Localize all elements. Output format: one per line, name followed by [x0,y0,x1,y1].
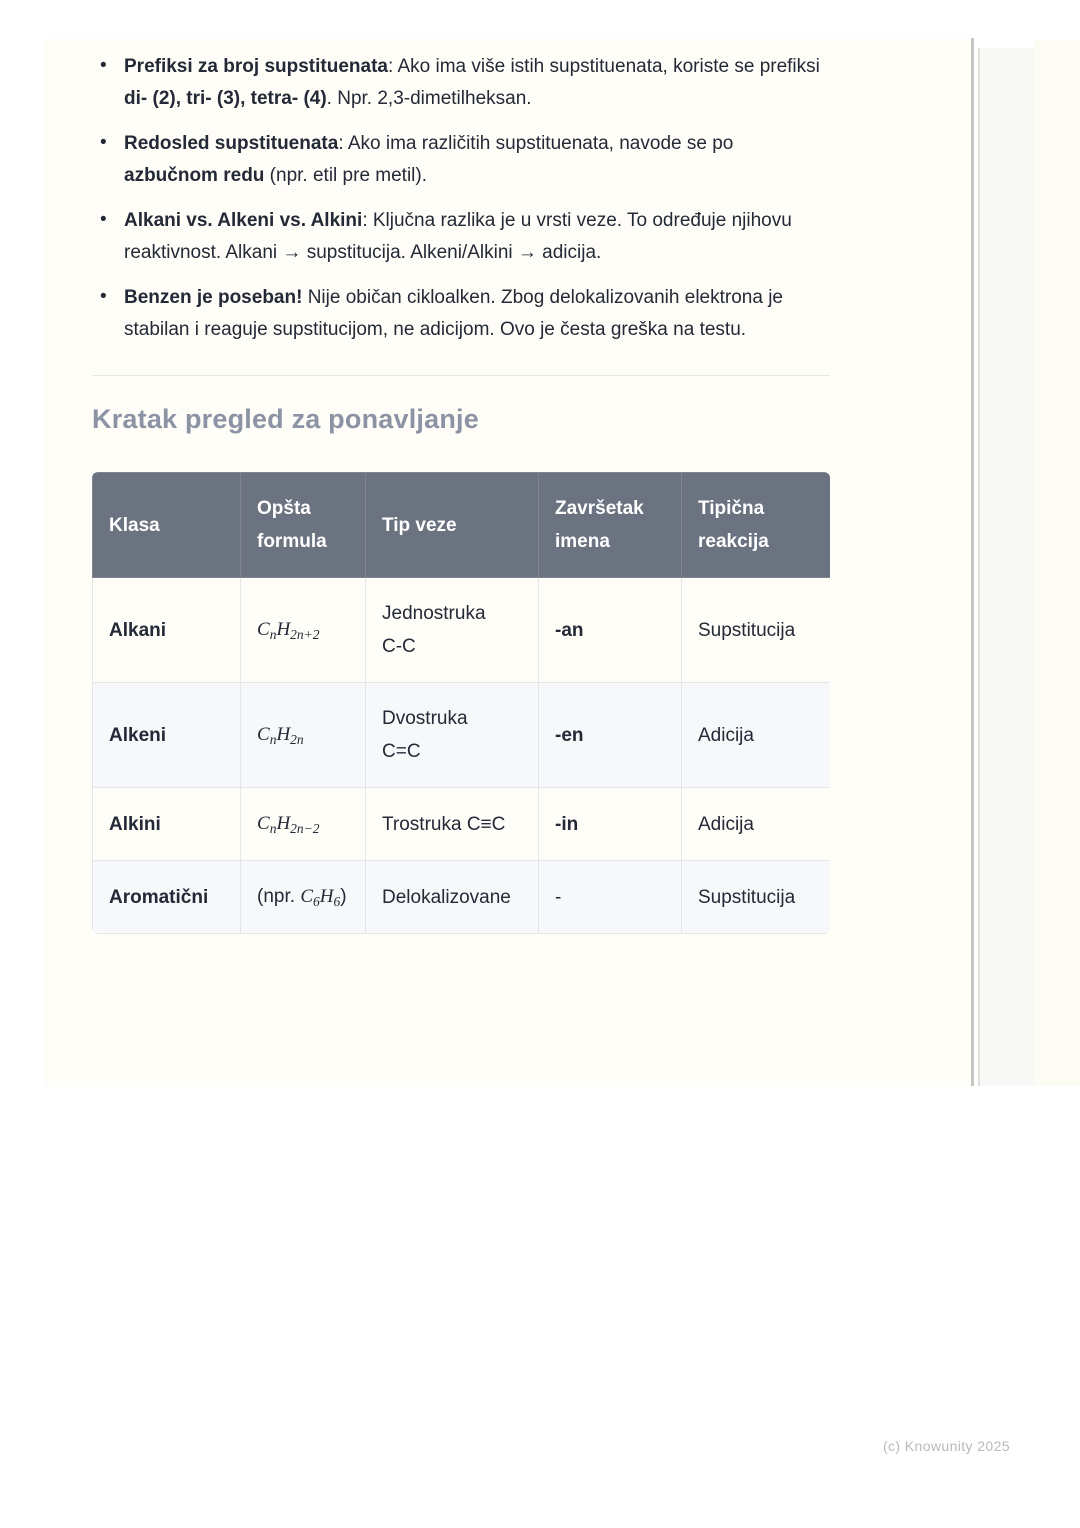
copyright-text: (c) Knowunity 2025 [882,1438,1010,1454]
page-content [45,38,830,934]
cell-formula [241,683,366,788]
cell-line: C-C [382,636,416,657]
column-header-opsta-formula: Opšta formula [241,473,366,578]
formula-text: H [276,724,291,745]
cell-reakcija: Supstitucija [682,861,831,934]
column-header-klasa: Klasa [93,473,241,578]
bullet-text: Benzen je poseban! [124,287,303,308]
suffix-text: -en [555,724,584,746]
viewer-background-strip [1034,40,1080,1086]
cell-zavrsetak [539,578,682,683]
formula-text: C [257,619,270,640]
bullet-text: . Npr. 2,3-dimetilheksan. [326,87,532,109]
formula-subscript: n [269,732,277,747]
summary-table [92,472,830,934]
table-row [93,788,831,861]
cell-formula [241,578,366,683]
bullet-text: Prefiksi za broj supstituenata [124,56,388,77]
bullet-marker [100,50,107,82]
list-item [92,205,830,268]
bullet-text: : Ključna razlika je u vrsti veze. To određuje njihovu reaktivnost. Alkani → supstitucija. Alkeni/Alkini → adicija. [124,210,792,263]
cell-klasa: Alkini [93,788,241,861]
formula-subscript: n [269,627,277,642]
formula-text: (npr. [257,886,301,907]
bullet-text: : Ako ima više istih supstituenata, koriste se prefiksi [387,56,820,77]
document-page [45,38,974,1086]
summary-table-container [92,472,830,934]
cell-tip-veze [366,578,539,683]
cell-line: C=C [382,741,421,762]
formula-text: ) [340,886,347,907]
cell-reakcija: Supstitucija [682,578,831,683]
cell-tip-veze [366,683,539,788]
formula-text: H [276,619,291,640]
formula-subscript: 2n+2 [290,627,320,642]
column-header-tipicna-reakcija: Tipična reakcija [682,473,831,578]
formula-text: H [276,813,291,834]
table-header-row [93,473,831,578]
cell-zavrsetak [539,683,682,788]
next-page-edge [978,48,1034,1086]
cell-klasa: Alkeni [93,683,241,788]
cell-line: Jednostruka [382,603,486,624]
bullet-text: Redosled supstituenata [124,133,339,154]
cell-reakcija: Adicija [682,788,831,861]
section-divider [92,375,830,376]
cell-zavrsetak [539,861,682,934]
formula-subscript: n [269,821,277,836]
bullet-text: di- (2), tri- (3), tetra- (4) [124,87,327,109]
cell-line: Trostruka C≡C [382,813,506,835]
suffix-text: -an [555,619,584,641]
formula-subscript: 2n [290,732,304,747]
bullet-text: (npr. etil pre metil). [264,164,428,186]
cell-formula [241,861,366,934]
formula-subscript: 6 [313,894,320,909]
section-heading: Kratak pregled za ponavljanje [92,404,479,434]
cell-tip-veze [366,861,539,934]
suffix-text: -in [555,813,579,835]
formula-subscript: 6 [333,894,341,909]
cell-line: Dvostruka [382,708,468,729]
bullet-text: Nije običan cikloalken. Zbog delokalizovanih elektrona je stabilan i reaguje supstitucijom, ne adicijom. Ovo je česta greška na testu. [124,287,783,340]
list-item [92,51,830,114]
list-item [92,128,830,191]
bullet-marker [100,281,107,313]
formula-text: H [319,886,334,907]
bullet-marker [100,204,107,236]
cell-reakcija: Adicija [682,683,831,788]
suffix-text: - [555,886,562,908]
formula-text: C [257,813,270,834]
cell-tip-veze [366,788,539,861]
table-row [93,861,831,934]
table-row [93,578,831,683]
list-item [92,282,830,345]
bullet-text: azbučnom redu [124,164,265,186]
bullet-list [92,51,830,345]
table-row [93,683,831,788]
cell-formula [241,788,366,861]
column-header-tip-veze: Tip veze [366,473,539,578]
cell-klasa: Alkani [93,578,241,683]
bullet-text: Alkani vs. Alkeni vs. Alkini [124,210,363,231]
cell-klasa: Aromatični [93,861,241,934]
bullet-text: : Ako ima različitih supstituenata, navode se po [338,133,734,154]
column-header-zavrsetak-imena: Završetak imena [539,473,682,578]
formula-text: C [257,724,270,745]
bullet-marker [100,127,107,159]
formula-subscript: 2n−2 [290,821,320,836]
formula-text: C [300,886,313,907]
cell-zavrsetak [539,788,682,861]
cell-line: Delokalizovane [382,886,511,908]
